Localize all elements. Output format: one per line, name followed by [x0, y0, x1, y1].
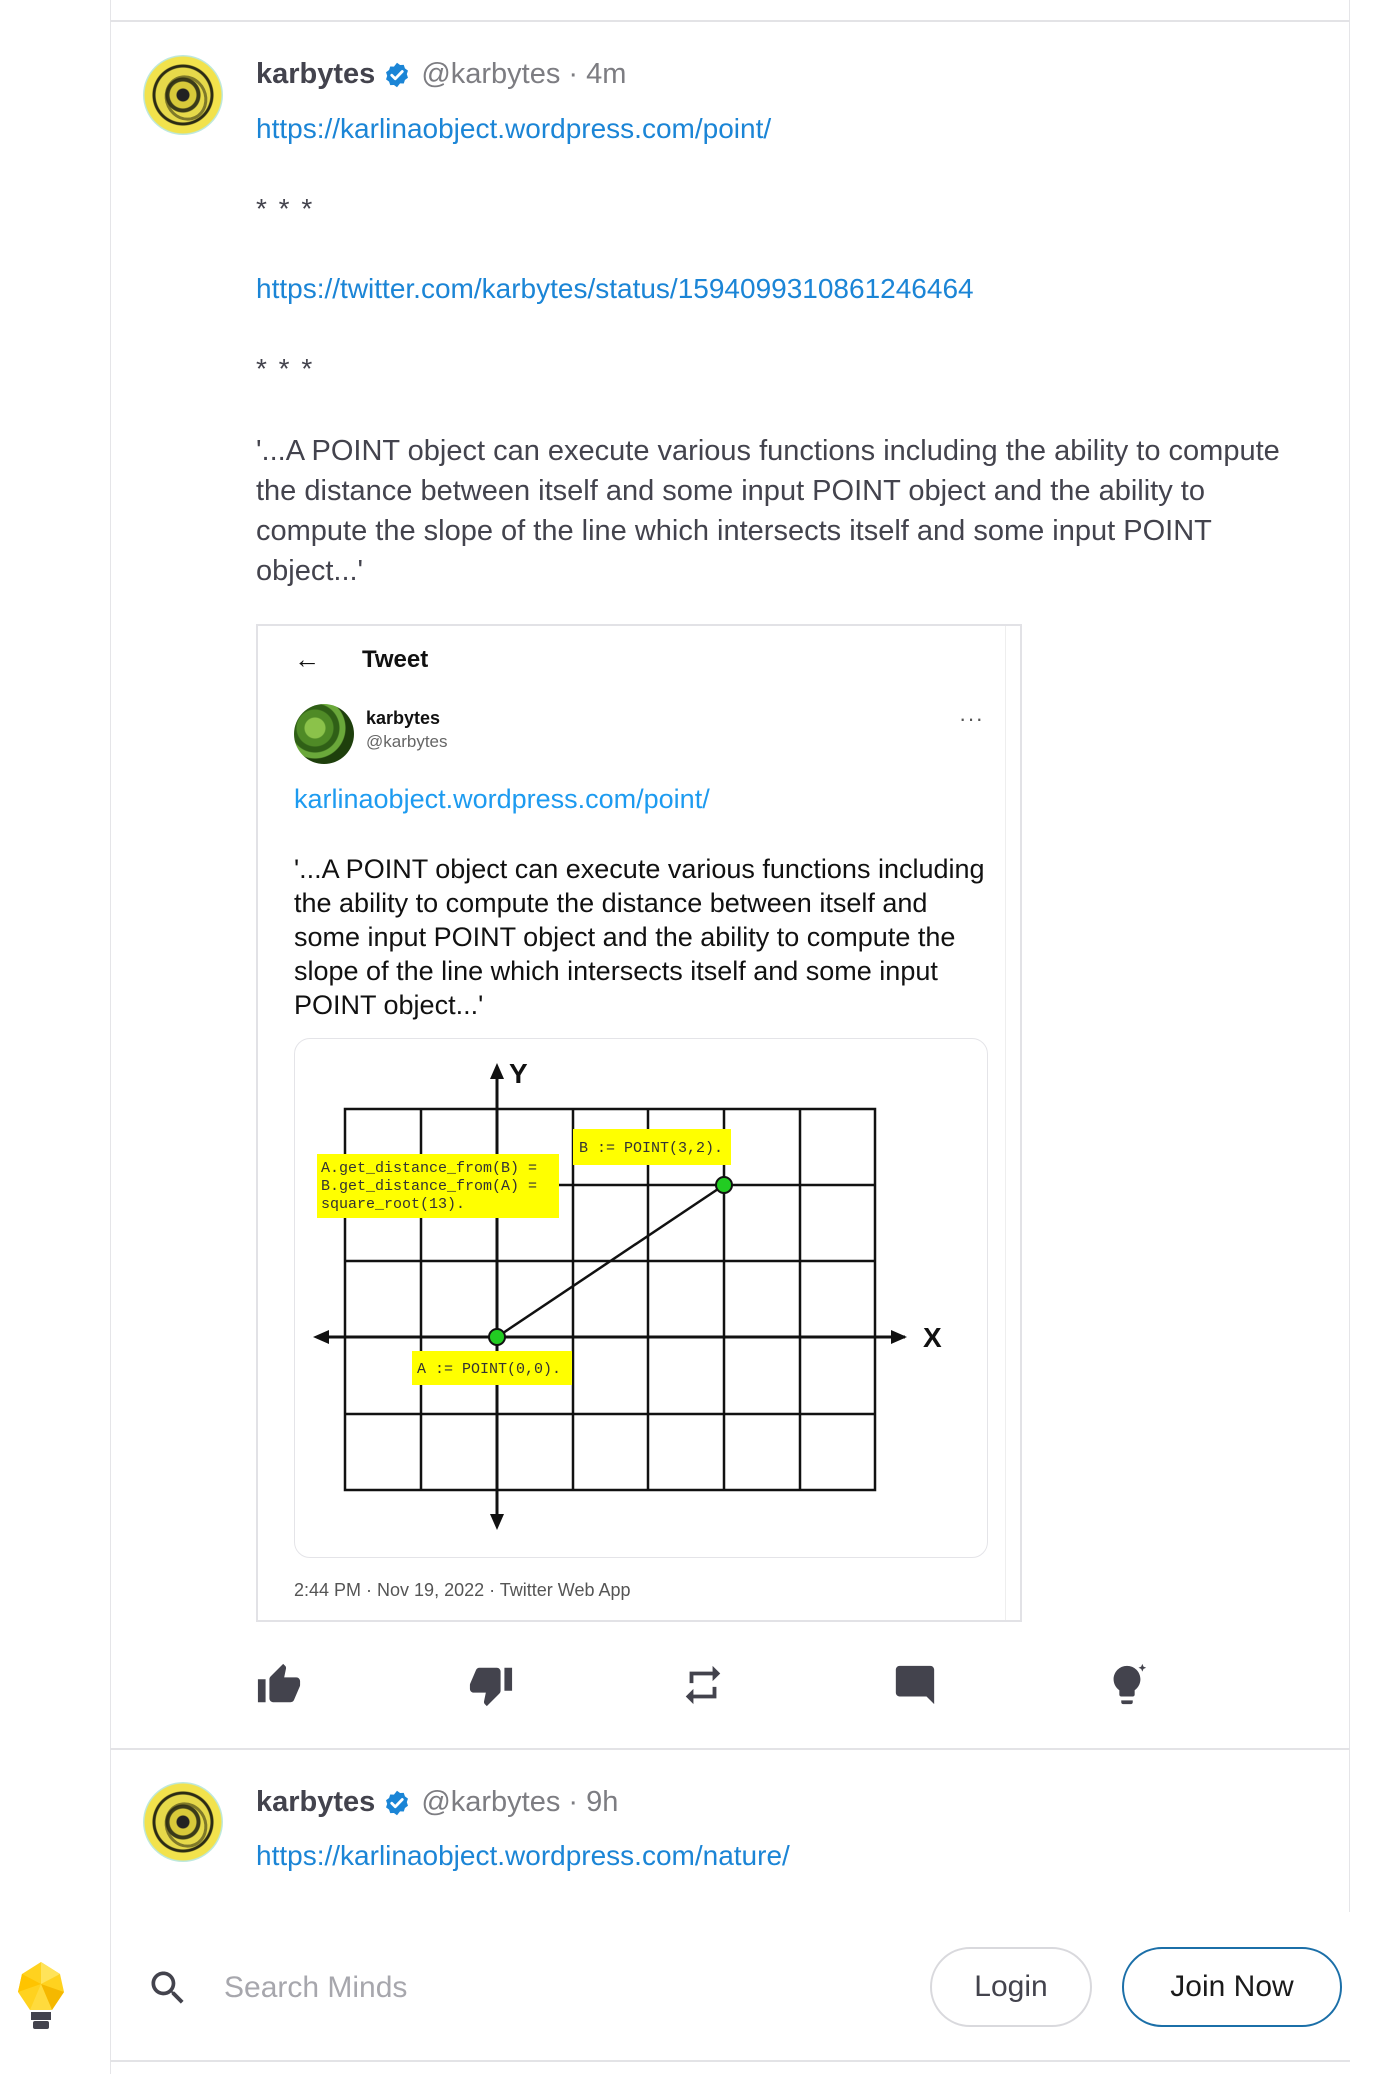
- more-icon: ···: [959, 706, 984, 731]
- search-icon[interactable]: [146, 1966, 190, 2010]
- thumbs-up-icon[interactable]: [256, 1662, 302, 1708]
- y-axis-arrow-icon: [490, 1063, 504, 1079]
- bottom-divider: [110, 2060, 1350, 2062]
- y-axis-label: Y: [509, 1058, 528, 1089]
- avatar[interactable]: [143, 55, 223, 135]
- remind-icon[interactable]: [680, 1662, 726, 1708]
- point-b: [716, 1177, 732, 1193]
- distance-label: square_root(13).: [321, 1196, 466, 1213]
- post-quote: '...A POINT object can execute various functions including the ability to compute the distance between itself and some input POINT object and the ability to compute the slope of the line which intersects itself and some input POINT object...': [256, 435, 1280, 587]
- point-a: [489, 1329, 505, 1345]
- embed-figure: [294, 1038, 988, 1558]
- back-arrow-icon: ←: [294, 644, 320, 674]
- embed-author-name: karbytes: [366, 708, 441, 728]
- distance-label: B.get_distance_from(A) =: [321, 1178, 538, 1195]
- post-link[interactable]: https://karlinaobject.wordpress.com/nature/: [256, 1840, 790, 1871]
- separator: * * *: [256, 193, 315, 224]
- author-handle-time[interactable]: @karbytes · 4m: [421, 58, 627, 90]
- post-link[interactable]: https://twitter.com/karbytes/status/1594099310861246464: [256, 273, 974, 304]
- embed-avatar: [294, 704, 354, 764]
- verified-badge-icon: [383, 1789, 411, 1817]
- embed-header: Tweet: [362, 646, 429, 673]
- minds-bulb-logo-icon[interactable]: [16, 1960, 66, 2032]
- login-button[interactable]: Login: [930, 1947, 1092, 2027]
- comment-icon[interactable]: [892, 1662, 938, 1708]
- point-b-label: B := POINT(3,2).: [579, 1140, 724, 1157]
- image-edge: [1005, 626, 1006, 1620]
- x-axis-arrow-icon: [891, 1330, 907, 1344]
- author-handle-time[interactable]: @karbytes · 9h: [421, 1786, 619, 1818]
- thumbs-down-icon[interactable]: [468, 1662, 514, 1708]
- boost-icon[interactable]: [1104, 1662, 1150, 1708]
- feed-right-border: [1349, 0, 1350, 1912]
- post-actions: [256, 1662, 1156, 1708]
- post-link[interactable]: https://karlinaobject.wordpress.com/point/: [256, 113, 772, 144]
- cartesian-plane-figure: [295, 1039, 988, 1558]
- distance-label: A.get_distance_from(B) =: [321, 1160, 538, 1177]
- bar-left-border: [110, 1912, 111, 2074]
- post-meta: [256, 58, 626, 91]
- post-card: [111, 1750, 1349, 1912]
- avatar[interactable]: [143, 1782, 223, 1862]
- search-input[interactable]: [224, 1966, 784, 2010]
- post-meta: [256, 1786, 618, 1819]
- y-axis-arrow-icon: [490, 1514, 504, 1530]
- post-card: [111, 0, 1349, 1740]
- x-axis-arrow-icon: [313, 1330, 329, 1344]
- x-axis-label: X: [923, 1322, 942, 1353]
- verified-badge-icon: [383, 61, 411, 89]
- author-name[interactable]: karbytes: [256, 58, 376, 90]
- embed-timestamp: 2:44 PM · Nov 19, 2022 · Twitter Web App: [294, 1580, 631, 1600]
- post-image[interactable]: [256, 624, 1022, 1622]
- embed-quote: '...A POINT object can execute various functions including the ability to compute the distance between itself and some input POINT object and the ability to compute the slope of the line which intersects itself and some input POINT object...': [294, 854, 985, 1020]
- embed-author-handle: @karbytes: [366, 732, 448, 751]
- separator: * * *: [256, 353, 315, 384]
- embed-link: karlinaobject.wordpress.com/point/: [294, 784, 710, 814]
- join-now-button[interactable]: Join Now: [1122, 1947, 1342, 2027]
- author-name[interactable]: karbytes: [256, 1786, 376, 1818]
- point-a-label: A := POINT(0,0).: [417, 1361, 562, 1378]
